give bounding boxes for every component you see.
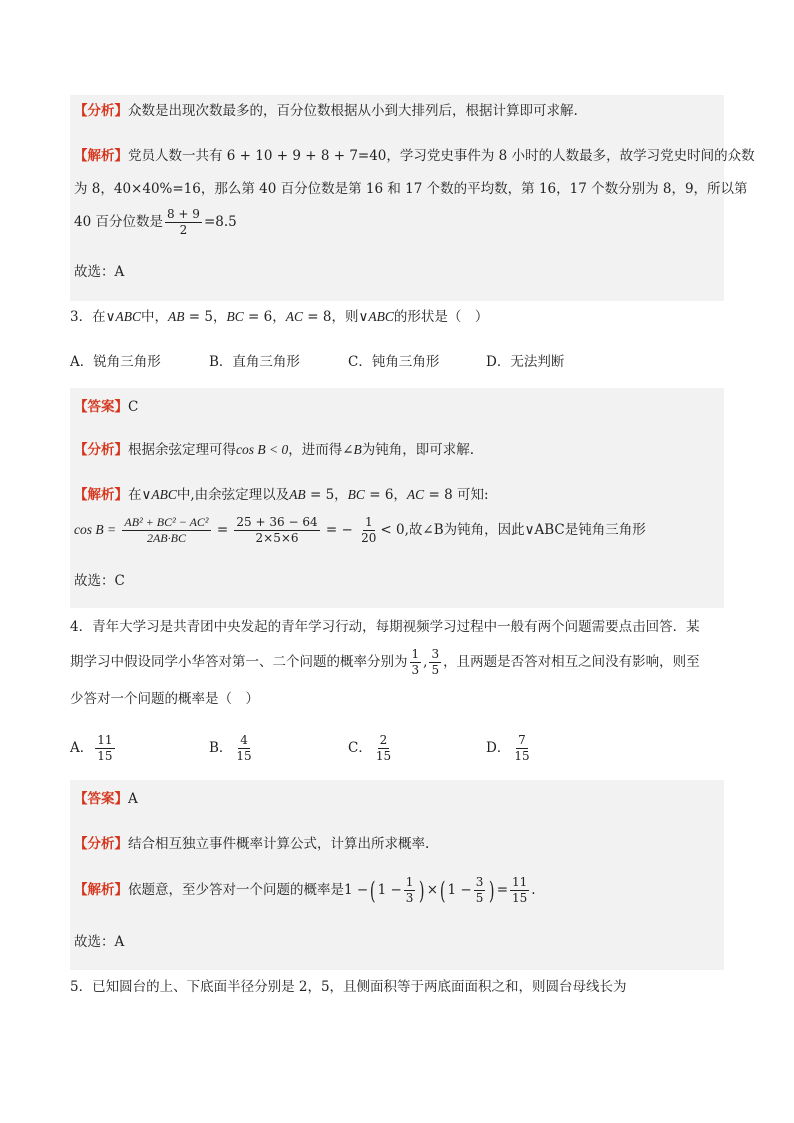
q4-option-a[interactable] — [70, 732, 117, 764]
solution-text: = 5， — [305, 487, 348, 503]
frac-num: 4 — [240, 733, 248, 747]
answer-line — [74, 789, 138, 809]
solution-text: = 8 可知: — [424, 487, 489, 503]
frac-den: 3 — [411, 663, 420, 677]
left-paren: ( — [439, 876, 446, 905]
right-paren: ) — [489, 876, 495, 905]
analysis-tag: 【分析】 — [74, 442, 128, 458]
q4-text: 4．青年大学习是共青团中央发起的青年学习行动，每期视频学习过程中一般有两个问题需要点击回答．某 — [70, 619, 700, 635]
analysis-tag: 【分析】 — [74, 836, 128, 852]
analysis-line — [74, 101, 578, 121]
solution-result: =8.5 — [203, 214, 237, 230]
fraction — [474, 875, 486, 906]
triangle-symbol: ∨ABC — [105, 309, 141, 324]
frac-den: 15 — [97, 749, 113, 763]
answer-tag: 【答案】 — [74, 791, 128, 807]
var-ac: AC — [285, 309, 303, 324]
q3-number: 3．在 — [70, 309, 106, 325]
expr-text: 1 − — [447, 882, 472, 898]
q4-option-c[interactable] — [348, 732, 395, 764]
option-fraction — [234, 733, 253, 764]
analysis-text: 为钝角，即可求解. — [361, 442, 475, 458]
q3-text: = 8，则 — [302, 309, 359, 325]
option-fraction — [95, 733, 114, 764]
fraction-result — [510, 875, 529, 906]
question-5 — [70, 977, 627, 997]
question-4-line-1 — [70, 617, 700, 637]
choice-line — [74, 571, 125, 591]
frac-num: AB² + BC² − AC² — [124, 515, 209, 529]
angle-symbol: ∠B — [342, 442, 362, 457]
analysis-text: 众数是出现次数最多的，百分位数根据从小到大排列后，根据计算即可求解. — [128, 103, 578, 119]
frac-num: 3 — [475, 875, 484, 889]
cos-label: cos B = — [74, 522, 117, 537]
prob-2 — [429, 647, 441, 678]
answer-tag: 【答案】 — [74, 399, 128, 415]
frac-den: 2AB·BC — [146, 531, 186, 545]
frac-den: 15 — [512, 891, 528, 905]
solution-line-1 — [74, 146, 755, 166]
frac-den: 5 — [431, 663, 440, 677]
solution-line-3 — [74, 207, 237, 238]
frac-num: 8 + 9 — [166, 207, 200, 221]
frac-den: 5 — [475, 891, 484, 905]
choice-text: 故选：A — [74, 934, 125, 950]
solution-tag: 【解析】 — [74, 148, 128, 164]
analysis-line — [74, 440, 474, 460]
q3-text: = 5， — [184, 309, 227, 325]
fraction — [404, 875, 416, 906]
var-ab: AB — [167, 309, 185, 324]
fraction-law-of-cosines — [122, 515, 210, 546]
left-paren: ( — [370, 876, 376, 905]
frac-den: 20 — [361, 531, 377, 545]
question-4-line-3 — [70, 689, 259, 709]
option-fraction — [374, 733, 393, 764]
frac-num: 2 — [379, 733, 388, 747]
question-3 — [70, 307, 488, 327]
solution-text: 依题意，至少答对一个问题的概率是 — [128, 882, 344, 898]
expr-text: 1 − — [344, 882, 369, 898]
equals: = — [216, 522, 229, 538]
frac-den: 15 — [236, 749, 252, 763]
times-sign: × — [426, 882, 439, 898]
solution-text-3: 40 百分位数是 — [74, 214, 163, 230]
var-bc: BC — [347, 487, 365, 502]
analysis-text: 结合相互独立事件概率计算公式，计算出所求概率. — [128, 836, 430, 852]
answer-text: A — [128, 791, 138, 807]
solution-tag: 【解析】 — [74, 882, 128, 898]
option-label: B． — [209, 740, 233, 756]
q3-text: 中， — [140, 309, 168, 325]
q3-text: 的形状是（ ） — [393, 309, 489, 325]
analysis-text: 根据余弦定理可得 — [128, 442, 236, 458]
prob-1 — [410, 647, 422, 678]
option-fraction — [512, 733, 531, 764]
fraction — [165, 207, 202, 238]
solution-text: < 0,故∠B为钝角，因此∨ABC是钝角三角形 — [380, 522, 646, 538]
option-label: C． — [348, 740, 372, 756]
q3-option-d[interactable]: D．无法判断 — [486, 354, 565, 370]
frac-num: 1 — [364, 515, 373, 529]
frac-den: 2 — [179, 223, 188, 237]
frac-num: 25 + 36 − 64 — [236, 515, 318, 529]
q4-text: 少答对一个问题的概率是（ ） — [70, 691, 259, 707]
triangle-symbol: ∨ABC — [358, 309, 394, 324]
right-paren: ) — [419, 876, 425, 905]
frac-num: 7 — [518, 733, 526, 747]
solution-line — [74, 872, 536, 909]
cos-expression: cos B < 0 — [236, 442, 289, 457]
frac-num: 1 — [405, 875, 414, 889]
answer-text: C — [128, 399, 139, 415]
q5-text: 5．已知圆台的上、下底面半径分别是 2，5，且侧面积等于两底面面积之和，则圆台母线长为 — [70, 979, 627, 995]
comma: , — [423, 654, 428, 670]
question-4-line-2 — [70, 646, 700, 678]
frac-den: 3 — [405, 891, 414, 905]
choice-text: 故选：C — [74, 573, 125, 589]
frac-num: 11 — [512, 875, 528, 889]
fraction-numeric — [234, 515, 319, 546]
q3-option-c[interactable]: C．钝角三角形 — [348, 354, 440, 370]
solution-line-1 — [74, 485, 489, 505]
q4-text: 期学习中假设同学小华答对第一、二个问题的概率分别为 — [70, 654, 408, 670]
solution-text: 在 — [128, 487, 142, 503]
q3-text: = 6， — [243, 309, 286, 325]
solution-text: 中,由余弦定理以及 — [176, 487, 290, 503]
solution-tag: 【解析】 — [74, 487, 128, 503]
fraction-result — [359, 515, 378, 546]
solution-text-1: 党员人数一共有 6 + 10 + 9 + 8 + 7=40，学习党史事件为 8 小时的人数最多，故学习党史时间的众数 — [128, 148, 755, 164]
analysis-line — [74, 834, 429, 854]
var-ac: AC — [406, 487, 425, 502]
q3-option-b[interactable]: B．直角三角形 — [209, 354, 300, 370]
option-label: D． — [486, 740, 511, 756]
expr-text: 1 − — [377, 882, 402, 898]
choice-text: 故选：A — [74, 264, 125, 280]
q4-option-d[interactable] — [486, 732, 534, 764]
var-ab: AB — [289, 487, 306, 502]
frac-den: 15 — [375, 749, 392, 763]
frac-num: 1 — [411, 647, 420, 661]
choice-line — [74, 262, 124, 282]
answer-line — [74, 397, 138, 417]
equals: = — [496, 882, 509, 898]
frac-den: 15 — [514, 749, 530, 763]
q4-option-b[interactable] — [209, 732, 256, 764]
var-bc: BC — [226, 309, 244, 324]
solution-line-2 — [74, 179, 748, 199]
choice-line — [74, 932, 124, 952]
solution-text-2: 为 8，40×40%=16，那么第 40 百分位数是第 16 和 17 个数的平均数，第 16，17 个数分别为 8，9，所以第 — [74, 181, 748, 197]
frac-num: 3 — [431, 647, 440, 661]
q4-text: ，且两题是否答对相互之间没有影响，则至 — [443, 654, 700, 670]
analysis-text: ，进而得 — [288, 442, 343, 458]
solution-line-2 — [74, 514, 646, 546]
triangle-symbol: ∨ABC — [141, 487, 177, 502]
frac-den: 2×5×6 — [255, 531, 299, 545]
frac-num: 11 — [97, 733, 113, 747]
analysis-tag: 【分析】 — [74, 103, 128, 119]
option-label: A． — [70, 740, 94, 756]
q3-option-a[interactable]: A．锐角三角形 — [70, 354, 161, 370]
solution-text: = 6， — [364, 487, 407, 503]
equals: = − — [325, 522, 353, 538]
period: . — [531, 882, 536, 898]
